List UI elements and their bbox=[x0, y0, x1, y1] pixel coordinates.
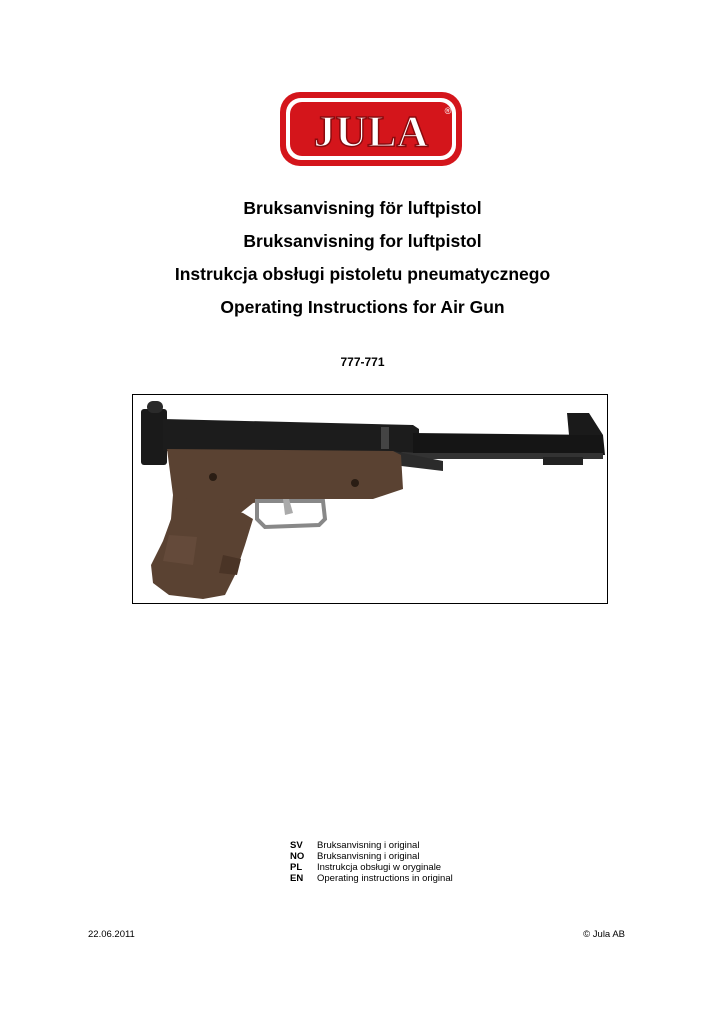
title-swedish: Bruksanvisning för luftpistol bbox=[243, 198, 482, 218]
product-code: 777-771 bbox=[340, 355, 385, 369]
title-norwegian: Bruksanvisning for luftpistol bbox=[243, 231, 482, 251]
air-pistol-image bbox=[133, 395, 609, 605]
list-item bbox=[290, 840, 453, 851]
registered-mark: ® bbox=[444, 106, 452, 116]
language-code: PL bbox=[290, 862, 303, 873]
footer-date: 22.06.2011 bbox=[88, 929, 135, 940]
product-photo-frame bbox=[132, 394, 608, 604]
document-titles bbox=[0, 192, 725, 324]
language-description: Operating instructions in original bbox=[317, 873, 453, 884]
list-item bbox=[290, 851, 453, 862]
title-english: Operating Instructions for Air Gun bbox=[220, 297, 505, 317]
list-item bbox=[290, 873, 453, 884]
language-list bbox=[290, 840, 453, 884]
title-polish: Instrukcja obsługi pistoletu pneumatycznego bbox=[174, 264, 551, 284]
language-description: Instrukcja obsługi w oryginale bbox=[317, 862, 442, 873]
language-description: Bruksanvisning i original bbox=[317, 840, 420, 851]
logo-text: JULA bbox=[313, 107, 429, 156]
language-code: SV bbox=[290, 840, 303, 851]
list-item bbox=[290, 862, 453, 873]
jula-logo-graphic bbox=[278, 90, 464, 168]
language-code: EN bbox=[290, 873, 304, 884]
language-code: NO bbox=[290, 851, 305, 862]
language-description: Bruksanvisning i original bbox=[317, 851, 420, 862]
jula-logo bbox=[278, 90, 464, 168]
footer-copyright: © Jula AB bbox=[583, 929, 625, 940]
